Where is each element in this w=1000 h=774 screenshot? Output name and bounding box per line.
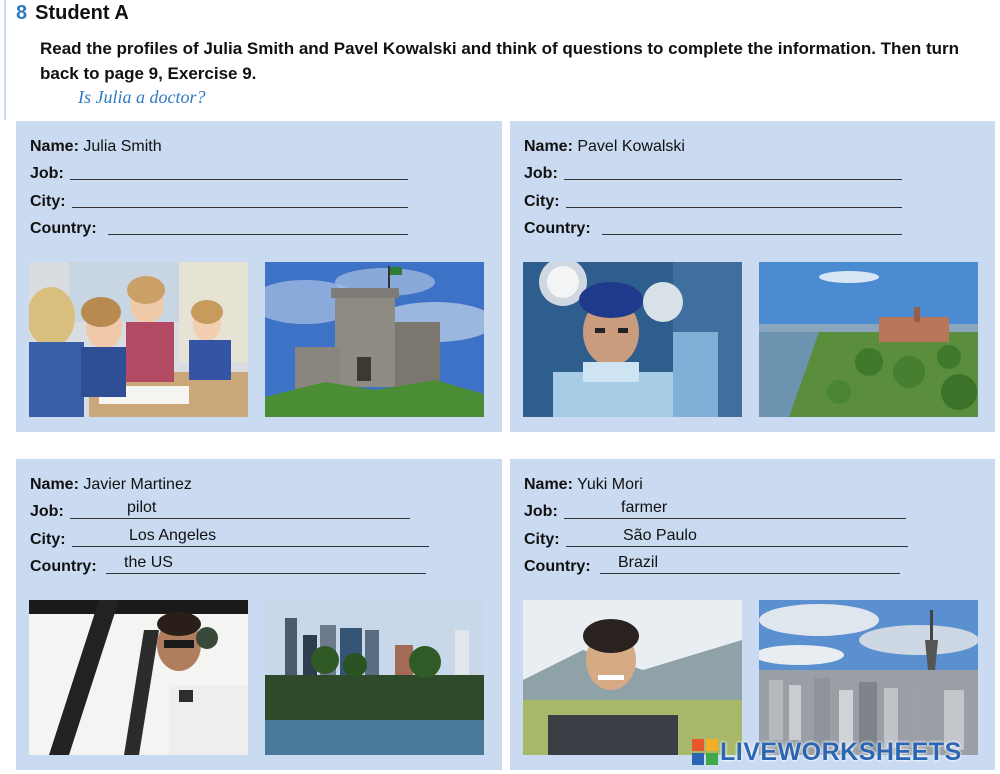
city-answer-line[interactable]: [72, 207, 408, 208]
classroom-photo: [29, 262, 248, 417]
name-row: Name: Julia Smith: [30, 138, 162, 155]
liveworksheets-logo-icon: [692, 739, 718, 765]
city-row: City:: [524, 531, 560, 548]
country-answer-line[interactable]: [106, 554, 426, 574]
profile-name: Yuki Mori: [577, 476, 643, 493]
profile-name: Javier Martinez: [83, 476, 192, 493]
country-row: Country:: [30, 220, 97, 237]
name-row: Name: Javier Martinez: [30, 476, 192, 493]
margin-rule: [4, 0, 6, 120]
job-answer-line[interactable]: [564, 179, 902, 180]
job-row: Job:: [524, 503, 558, 520]
pilot-photo: [29, 600, 248, 755]
country-answer: Brazil: [618, 554, 659, 571]
profile-name: Pavel Kowalski: [577, 138, 685, 155]
country-answer-line[interactable]: [602, 234, 902, 235]
city-river-photo: [759, 262, 978, 417]
city-answer-line[interactable]: [566, 527, 908, 547]
city-row: City:: [30, 531, 66, 548]
job-answer-line[interactable]: [70, 499, 410, 519]
exercise-heading: [16, 2, 129, 25]
job-row: Job:: [524, 165, 558, 182]
exercise-number: 8: [16, 2, 28, 24]
example-question: Is Julia a doctor?: [78, 87, 206, 107]
job-answer-line[interactable]: [70, 179, 408, 180]
profile-card-yuki: [510, 459, 995, 770]
city-answer: Los Angeles: [129, 527, 217, 544]
city-row: City:: [30, 193, 66, 210]
job-answer: farmer: [621, 499, 668, 516]
name-row: Name: Pavel Kowalski: [524, 138, 685, 155]
job-row: Job:: [30, 165, 64, 182]
job-answer-line[interactable]: [564, 499, 906, 519]
los-angeles-photo: [265, 600, 484, 755]
young-man-photo: [523, 600, 742, 755]
sao-paulo-photo: [759, 600, 978, 755]
country-row: Country:: [524, 220, 591, 237]
country-row: Country:: [30, 558, 97, 575]
city-answer-line[interactable]: [72, 527, 429, 547]
profile-card-javier: [16, 459, 502, 770]
profile-name: Julia Smith: [83, 138, 162, 155]
country-answer: the US: [124, 554, 173, 571]
country-row: Country:: [524, 558, 591, 575]
castle-photo: [265, 262, 484, 417]
city-answer: São Paulo: [623, 527, 697, 544]
job-row: Job:: [30, 503, 64, 520]
job-answer: pilot: [127, 499, 157, 516]
name-row: Name: Yuki Mori: [524, 476, 643, 493]
liveworksheets-watermark: [692, 734, 962, 770]
profile-card-julia: [16, 121, 502, 432]
country-answer-line[interactable]: [108, 234, 408, 235]
surgeon-photo: [523, 262, 742, 417]
profile-card-pavel: [510, 121, 995, 432]
city-row: City:: [524, 193, 560, 210]
instructions: Read the profiles of Julia Smith and Pavel Kowalski and think of questions to complete the information. Then turn back to page 9, Exercise 9.: [40, 39, 960, 83]
city-answer-line[interactable]: [566, 207, 902, 208]
watermark-text: LIVEWORKSHEETS: [720, 737, 962, 766]
exercise-title: Student A: [35, 2, 129, 24]
country-answer-line[interactable]: [600, 554, 900, 574]
